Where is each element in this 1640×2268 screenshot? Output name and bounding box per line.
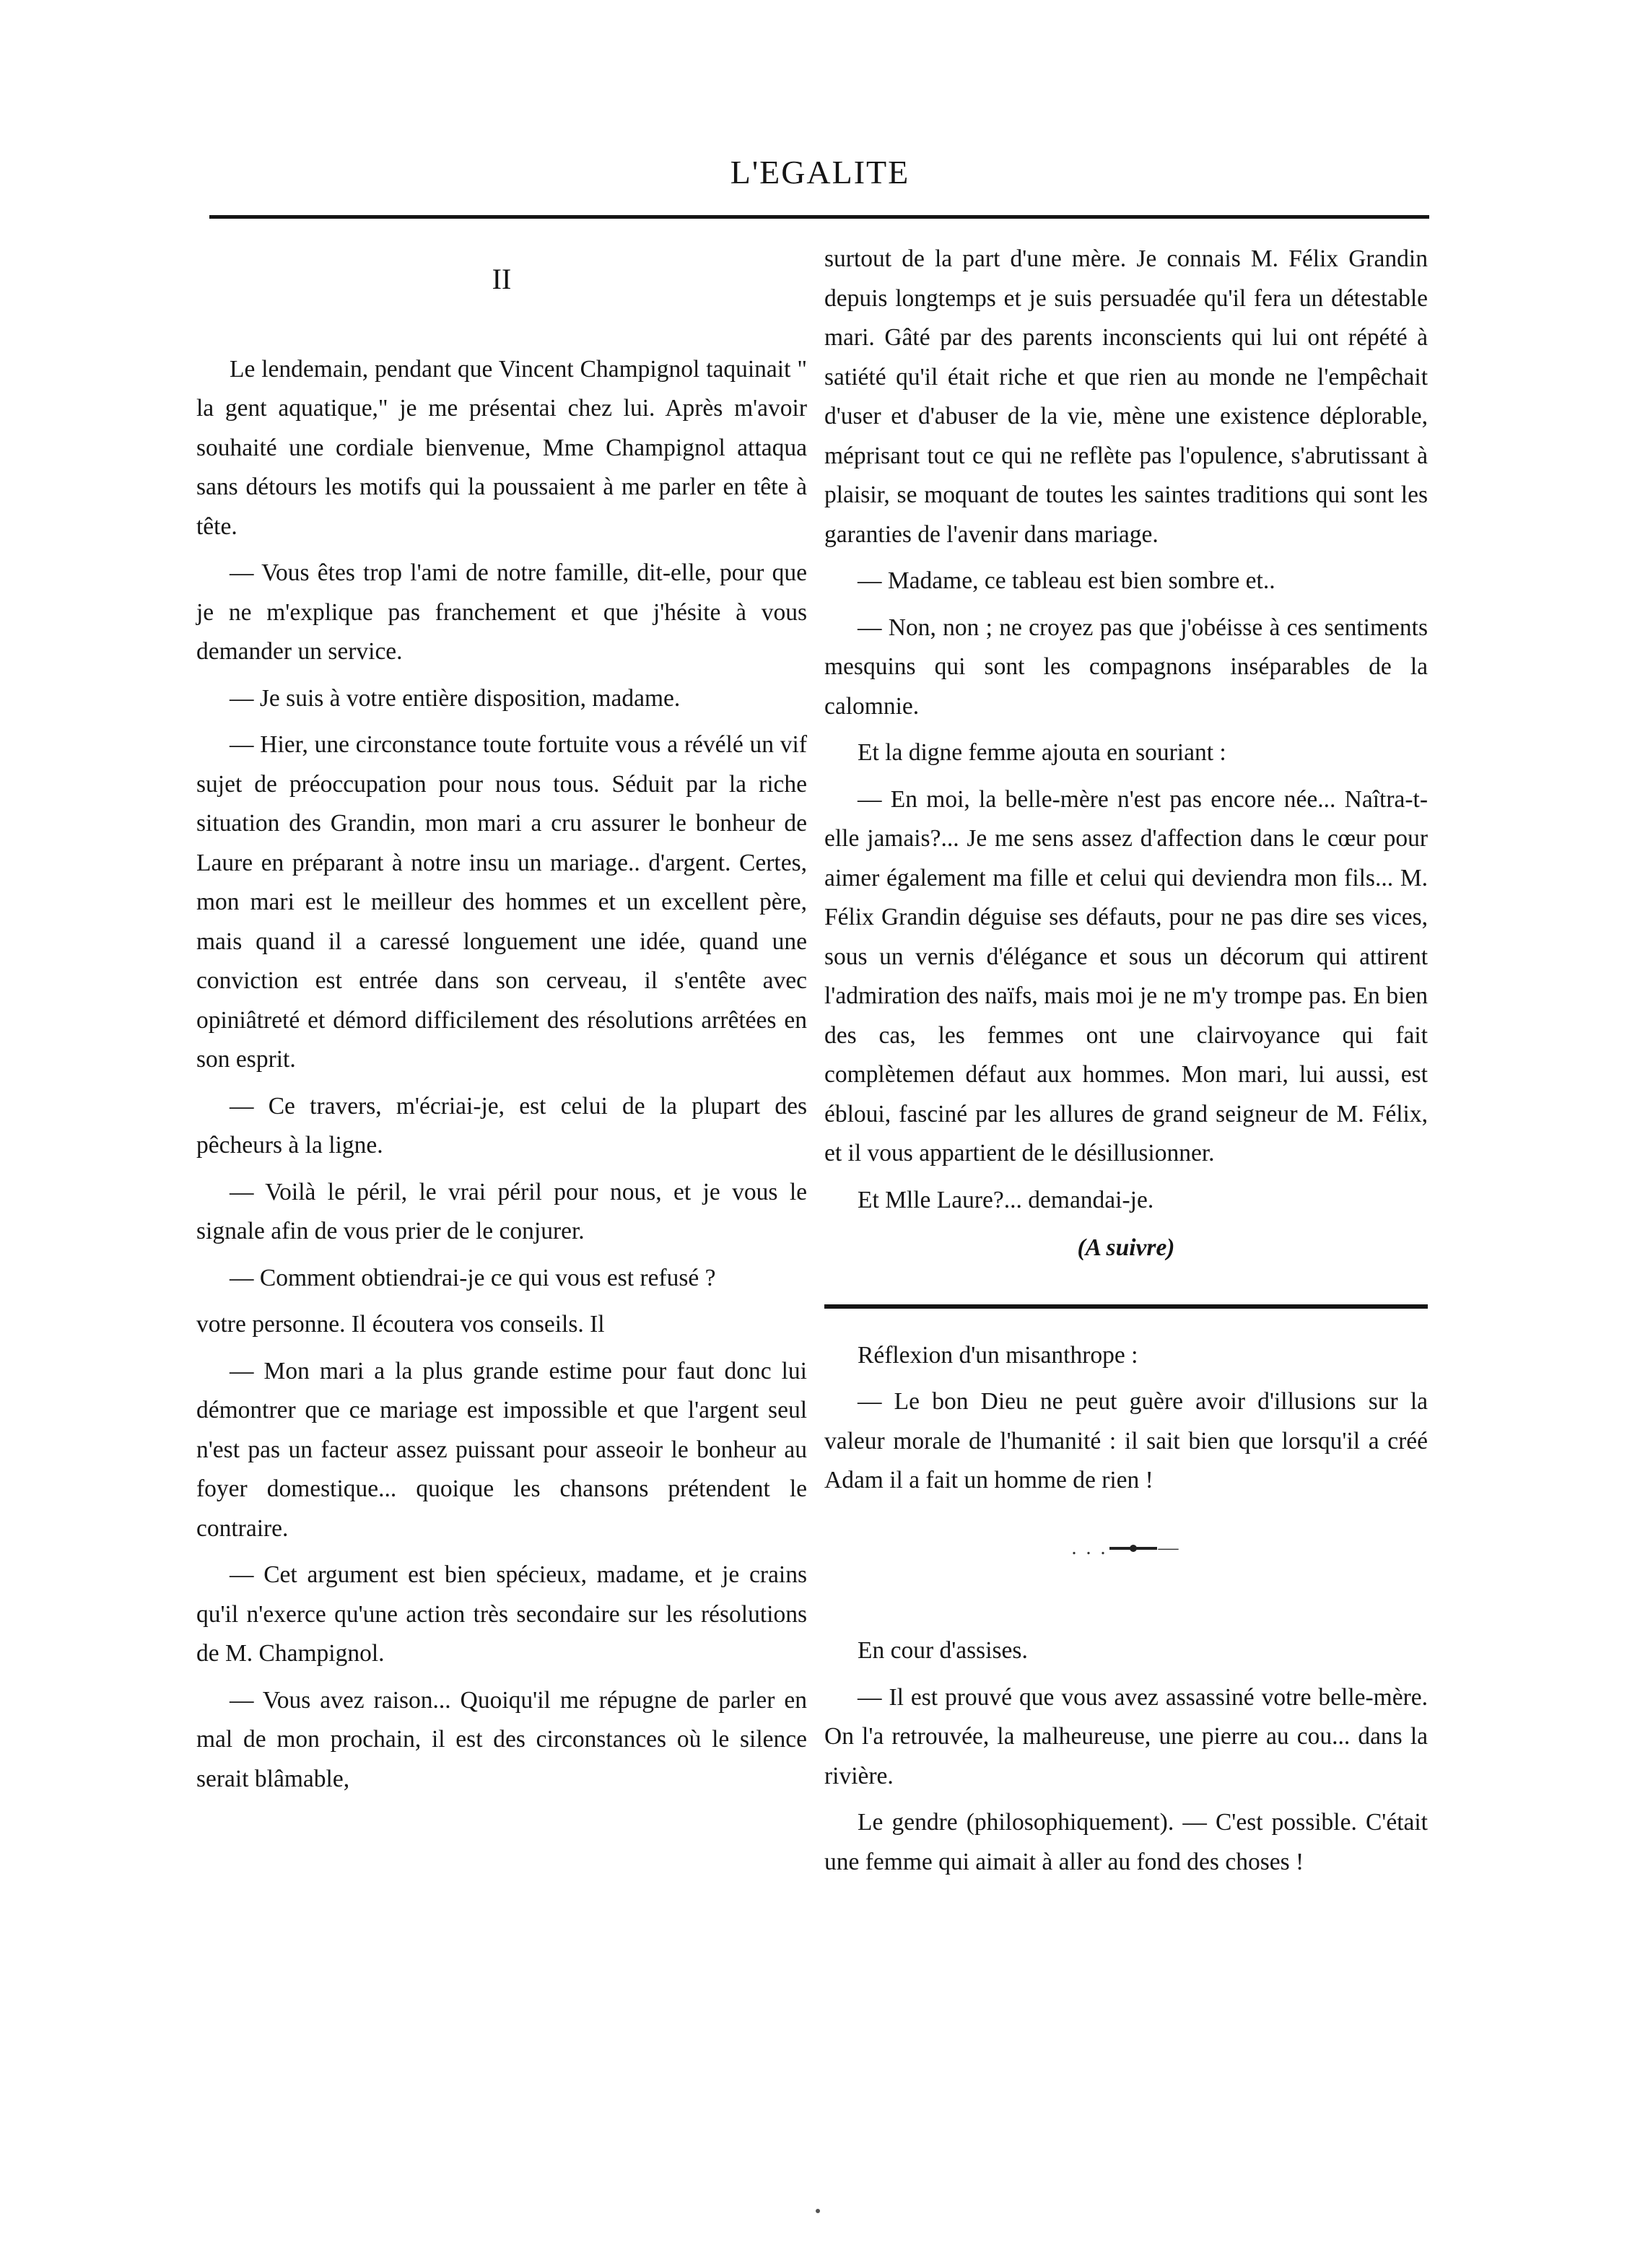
section-rule [824, 1304, 1428, 1309]
paragraph: — Non, non ; ne croyez pas que j'obéisse à ces sentiments mesquins qui sont les compagnons inséparables de la calomnie. [824, 614, 1428, 720]
assises-heading: En cour d'assises. [858, 1637, 1028, 1665]
paragraph: Le lendemain, pendant que Vincent Champignol taquinait " la gent aquatique," je me présentai chez lui. Après m'avoir souhaité une cordiale bienvenue, Mme Champignol attaqua sans détours les motifs qui la poussaient à me parler en tête à tête. [196, 355, 807, 540]
paragraph: Le gendre (philosophiquement). — C'est possible. C'était une femme qui aimait à aller au fond des choses ! [824, 1809, 1428, 1875]
paragraph: Et la digne femme ajouta en souriant : [858, 739, 1226, 766]
right-column [824, 240, 1428, 1889]
left-column [196, 240, 807, 1806]
paragraph: — Madame, ce tableau est bien sombre et.. [858, 567, 1275, 594]
page-mark [816, 2209, 820, 2213]
section-number: II [492, 263, 512, 295]
paragraph: — Ce travers, m'écriai-je, est celui de la plupart des pêcheurs à la ligne. [196, 1092, 807, 1159]
paragraph: — Vous avez raison... Quoiqu'il me répugne de parler en mal de mon prochain, il est des circonstances où le silence serait blâmable, [196, 1686, 807, 1792]
header-rule [209, 215, 1429, 219]
paragraph: — Vous êtes trop l'ami de notre famille, dit-elle, pour que je ne m'explique pas franchement et que j'hésite à vous demander un service. [196, 559, 807, 665]
separator-ornament: . . . — [1071, 1536, 1181, 1559]
paragraph: — Voilà le péril, le vrai péril pour nous, et je vous le signale afin de vous prier de le conjurer. [196, 1178, 807, 1244]
paragraph: — Cet argument est bien spécieux, madame, et je crains qu'il n'exerce qu'une action très secondaire sur les résolutions de M. Champignol. [196, 1561, 807, 1667]
paragraph: — Hier, une circonstance toute fortuite vous a révélé un vif sujet de préoccupation pour nous tous. Séduit par la riche situation des Grandin, mon mari a cru assurer le bonheur de Laure en préparant à notre insu un mariage.. d'argent. Certes, mon mari est le meilleur des hommes et un excellent père, mais quand il a caressé longuement une idée, quand une conviction est entrée dans son cerveau, il s'entête avec opiniâtreté et démord difficilement des résolutions arrêtées en son esprit. [196, 731, 807, 1073]
paragraph: — En moi, la belle-mère n'est pas encore née... Naîtra-t-elle jamais?... Je me sens assez d'affection dans le cœur pour aimer également ma fille et celui qui deviendra mon fils... M. Félix Grandin déguise ses défauts, pour ne pas dire ses vices, sous un vernis d'élégance et sous un décorum qui attirent l'admiration des naïfs, mais moi je ne m'y trompe pas. En bien des cas, les femmes ont une clairvoyance qui fait complètemen défaut aux hommes. Mon mari, lui aussi, est ébloui, fasciné par les allures de grand seigneur de M. Félix, et il vous appartient de le désillusionner. [824, 785, 1428, 1166]
paragraph: — Il est prouvé que vous avez assassiné votre belle-mère. On l'a retrouvée, la malheureuse, une pierre au cou... dans la rivière. [824, 1683, 1428, 1789]
paragraph: — Le bon Dieu ne peut guère avoir d'illusions sur la valeur morale de l'humanité : il sait bien que lorsqu'il a créé Adam il a fait un homme de rien ! [824, 1388, 1428, 1493]
paragraph: — Je suis à votre entière disposition, madame. [230, 684, 681, 712]
paragraph: — Mon mari a la plus grande estime pour faut donc lui démontrer que ce mariage est impossible et que l'argent seul n'est pas un facteur assez puissant pour asseoir le bonheur au foyer domestique... quoique les chansons prétendent le contraire. [196, 1357, 807, 1542]
paragraph: — Comment obtiendrai-je ce qui vous est refusé ? [230, 1264, 716, 1291]
paragraph: Et Mlle Laure?... demandai-je. [858, 1186, 1154, 1213]
misanthrope-heading: Réflexion d'un misanthrope : [858, 1341, 1138, 1369]
paragraph: surtout de la part d'une mère. Je connais M. Félix Grandin depuis longtemps et je suis persuadée qu'il fera un détestable mari. Gâté par des parents inconscients qui lui ont répété à satiété qu'il était riche et que rien au monde ne l'empêchait d'user et d'abuser de la vie, mène une existence déplorable, méprisant tout ce qui ne reflète pas l'opulence, s'abrutissant à plaisir, se moquant de toutes les saintes traditions qui sont les garanties de l'avenir dans mariage. [824, 245, 1428, 548]
to-be-continued: (A suivre) [1077, 1234, 1175, 1261]
paragraph: votre personne. Il écoutera vos conseils. Il [196, 1311, 605, 1338]
masthead-title: L'EGALITE [730, 154, 910, 191]
